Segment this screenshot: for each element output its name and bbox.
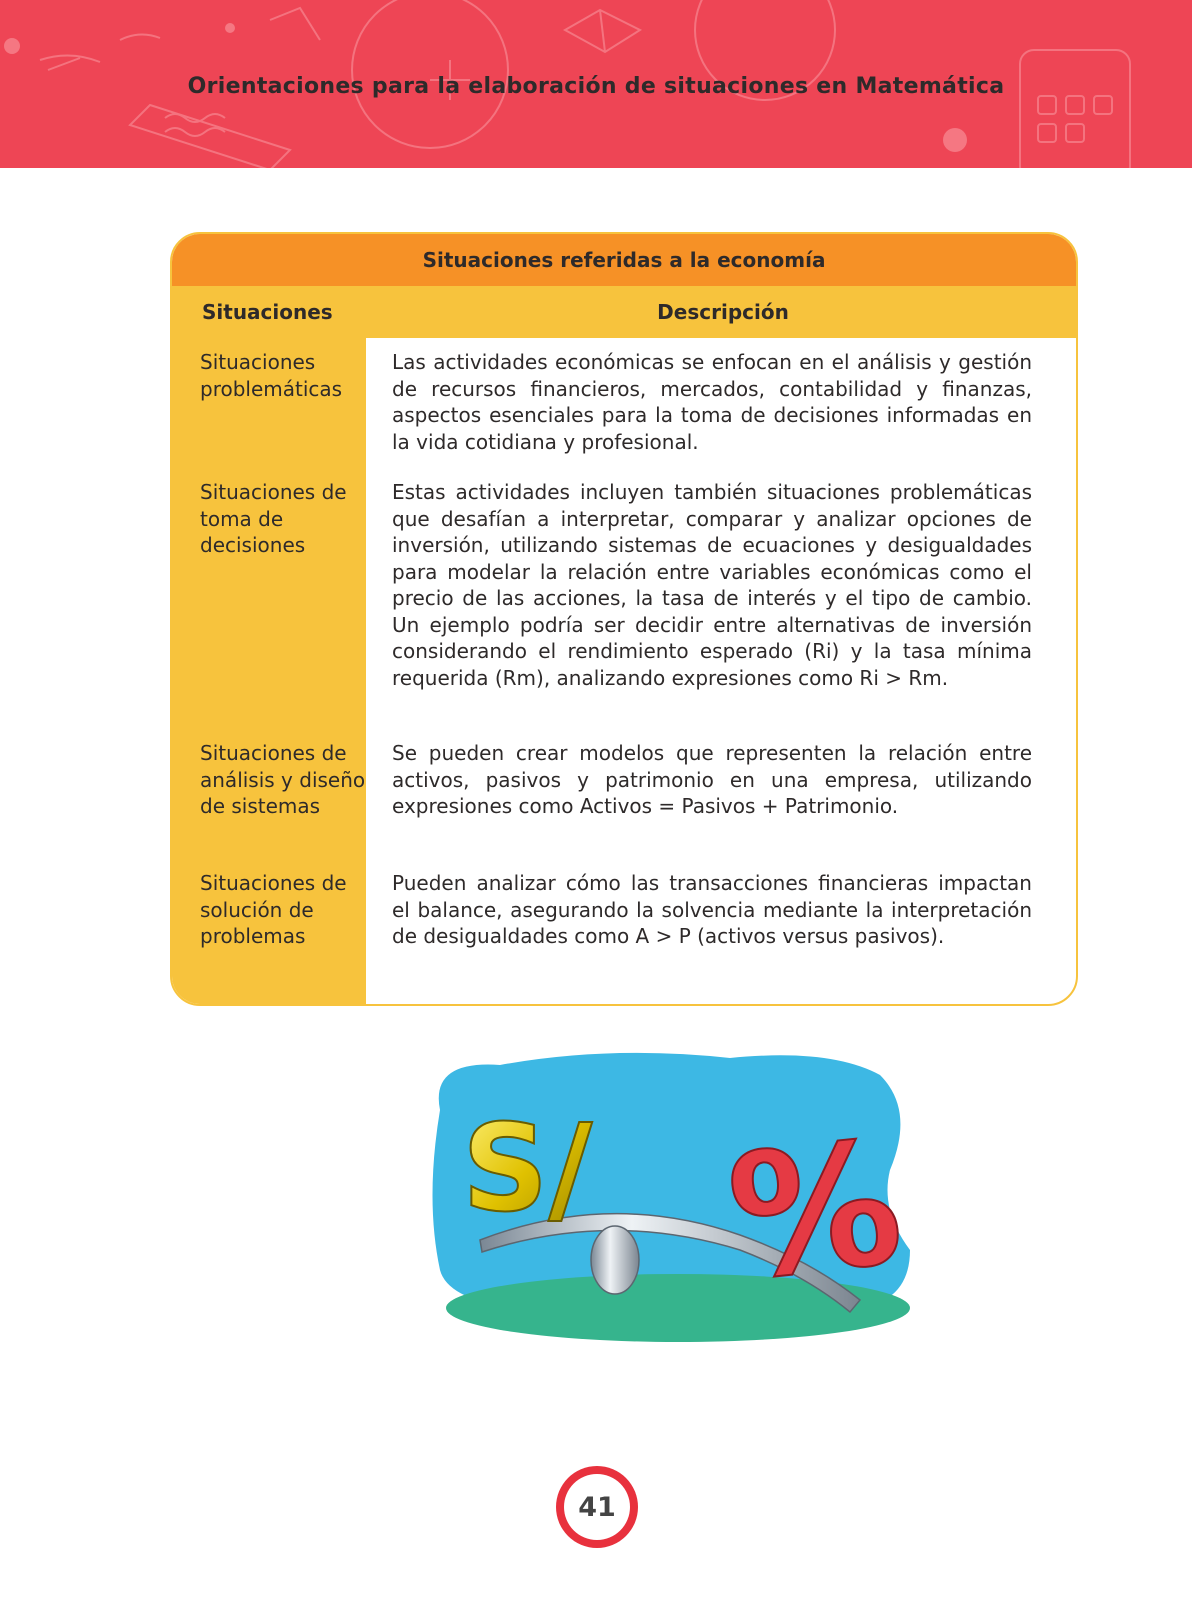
- table-row-descripcion: Las actividades económicas se enfocan en el análisis y gestión de recursos financieros, mercados, contabilidad y finanzas, aspectos esenciales para la toma de decisiones informadas en la vida cotidiana y profesional.: [392, 350, 1032, 454]
- page-number-badge: [556, 1466, 638, 1548]
- table-title: Situaciones referidas a la economía: [172, 234, 1076, 286]
- table-row-descripcion: Pueden analizar cómo las transacciones financieras impactan el balance, asegurando la solvencia mediante la interpretación de desigualdades como A > P (activos versus pasivos).: [392, 871, 1032, 948]
- table-row-situacion: Situaciones de solución de problemas: [200, 871, 347, 948]
- table-row-situacion: Situaciones de análisis y diseño de sistemas: [200, 741, 366, 818]
- table-row-descripcion: Se pueden crear modelos que representen la relación entre activos, pasivos y patrimonio en una empresa, utilizando expresiones como Activos = Pasivos + Patrimonio.: [392, 741, 1032, 818]
- table-row-situacion: Situaciones problemáticas: [200, 350, 343, 401]
- table-row-descripcion: Estas actividades incluyen también situaciones problemáticas que desafían a interpretar, comparar y analizar opciones de inversión, utilizando sistemas de ecuaciones y desigualdades para modelar la relación entre variables económicas como el precio de las acciones, la tasa de interés y el tipo de cambio. Un ejemplo podría ser decidir entre alternativas de inversión considerando el rendimiento esperado (Ri) y la tasa mínima requerida (Rm), analizando expresiones como Ri > Rm.: [392, 480, 1032, 690]
- table-header-row: [172, 286, 1076, 338]
- column-header-situaciones: Situaciones: [202, 300, 333, 324]
- economy-situations-table: [170, 232, 1078, 1006]
- table-row-situacion: Situaciones de toma de decisiones: [200, 480, 347, 557]
- page-number: 41: [564, 1474, 630, 1540]
- economy-illustration: [410, 1050, 930, 1350]
- header-band: [0, 0, 1192, 168]
- percent-symbol-icon: %: [720, 1104, 911, 1319]
- silver-ribbon-curl: [591, 1226, 639, 1294]
- column-header-descripcion: Descripción: [657, 300, 789, 324]
- currency-symbol-icon: S/: [462, 1100, 593, 1239]
- header-title: Orientaciones para la elaboración de situaciones en Matemática: [187, 74, 1005, 99]
